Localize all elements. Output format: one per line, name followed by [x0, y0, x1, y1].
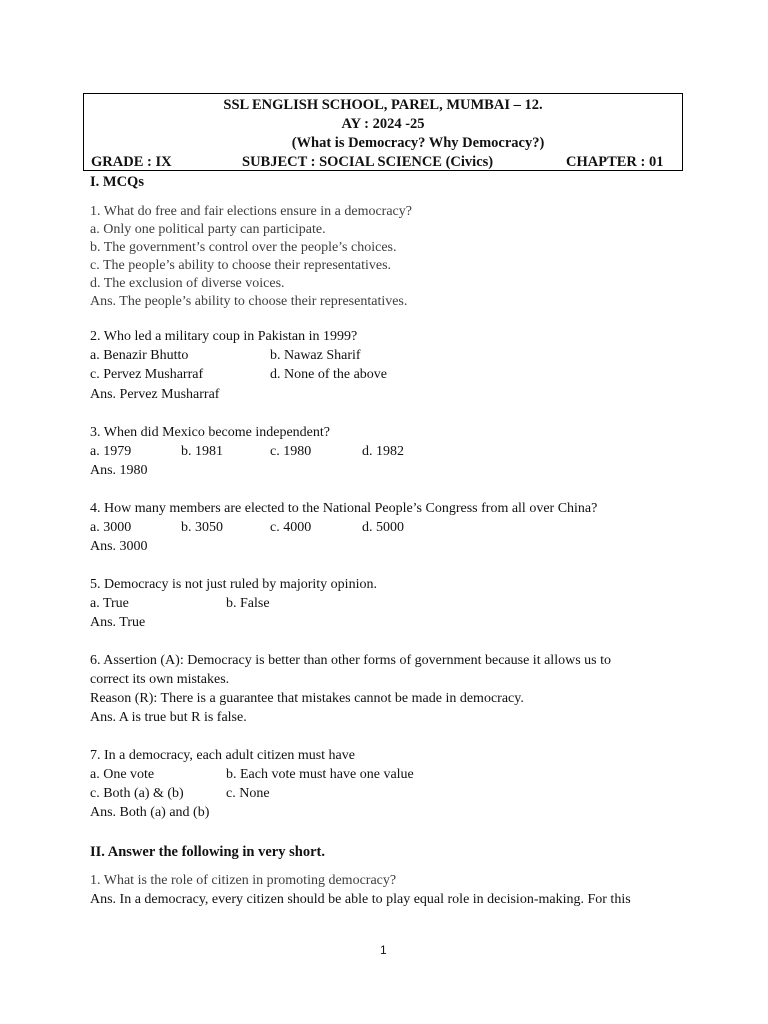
- q2-option-c: c. Pervez Musharraf: [90, 367, 204, 382]
- q5-answer: Ans. True: [90, 615, 146, 630]
- q7-option-c: c. Both (a) & (b): [90, 786, 184, 801]
- q4-option-b: b. 3050: [181, 520, 223, 535]
- section-title-mcqs: I. MCQs: [90, 174, 144, 190]
- q2-option-a: a. Benazir Bhutto: [90, 348, 189, 363]
- q2-answer: Ans. Pervez Musharraf: [90, 387, 220, 402]
- q1-option-d: d. The exclusion of diverse voices.: [90, 276, 285, 291]
- question-1: 1. What do free and fair elections ensure in a democracy?: [90, 204, 412, 219]
- q2-option-d: d. None of the above: [270, 367, 388, 382]
- q3-option-c: c. 1980: [270, 444, 312, 459]
- q2-option-b: b. Nawaz Sharif: [270, 348, 361, 363]
- q4-option-d: d. 5000: [362, 520, 404, 535]
- s2-question-1: 1. What is the role of citizen in promoting democracy?: [90, 873, 397, 888]
- q1-answer: Ans. The people’s ability to choose their representatives.: [90, 294, 408, 309]
- question-5: 5. Democracy is not just ruled by majority opinion.: [90, 577, 377, 592]
- header-box: [83, 93, 683, 171]
- s2-q1-answer: Ans. In a democracy, every citizen should be able to play equal role in decision-making. For this: [90, 892, 631, 907]
- q1-option-c: c. The people’s ability to choose their representatives.: [90, 258, 392, 273]
- question-3: 3. When did Mexico become independent?: [90, 425, 330, 440]
- page-number: 1: [380, 943, 387, 957]
- q3-option-d: d. 1982: [362, 444, 404, 459]
- question-7: 7. In a democracy, each adult citizen must have: [90, 748, 355, 763]
- q7-answer: Ans. Both (a) and (b): [90, 805, 210, 820]
- q1-option-a: a. Only one political party can participate.: [90, 222, 326, 237]
- grade-subject-row: [84, 153, 682, 171]
- q7-option-a: a. One vote: [90, 767, 155, 782]
- question-6-assertion-cont: correct its own mistakes.: [90, 672, 230, 687]
- q4-option-c: c. 4000: [270, 520, 312, 535]
- q3-answer: Ans. 1980: [90, 463, 148, 478]
- q1-option-b: b. The government’s control over the people’s choices.: [90, 240, 397, 255]
- subject-label: SUBJECT : SOCIAL SCIENCE (Civics): [242, 154, 494, 170]
- chapter-topic: (What is Democracy? Why Democracy?): [291, 135, 545, 151]
- q7-option-b: b. Each vote must have one value: [226, 767, 414, 782]
- question-6-reason: Reason (R): There is a guarantee that mistakes cannot be made in democracy.: [90, 691, 524, 706]
- chapter-label: CHAPTER : 01: [566, 154, 664, 170]
- question-2: 2. Who led a military coup in Pakistan in 1999?: [90, 329, 358, 344]
- q5-option-b: b. False: [226, 596, 270, 611]
- q7-option-d: c. None: [226, 786, 270, 801]
- section-title-very-short: II. Answer the following in very short.: [90, 844, 325, 860]
- q4-option-a: a. 3000: [90, 520, 132, 535]
- q4-answer: Ans. 3000: [90, 539, 148, 554]
- grade-label: GRADE : IX: [91, 154, 172, 170]
- q3-option-b: b. 1981: [181, 444, 223, 459]
- question-6-assertion: 6. Assertion (A): Democracy is better than other forms of government because it allows us to: [90, 653, 611, 668]
- q3-option-a: a. 1979: [90, 444, 132, 459]
- q5-option-a: a. True: [90, 596, 129, 611]
- q6-answer: Ans. A is true but R is false.: [90, 710, 247, 725]
- school-name: SSL ENGLISH SCHOOL, PAREL, MUMBAI – 12.: [223, 97, 543, 113]
- academic-year: AY : 2024 -25: [341, 116, 425, 132]
- question-4: 4. How many members are elected to the National People’s Congress from all over China?: [90, 501, 598, 516]
